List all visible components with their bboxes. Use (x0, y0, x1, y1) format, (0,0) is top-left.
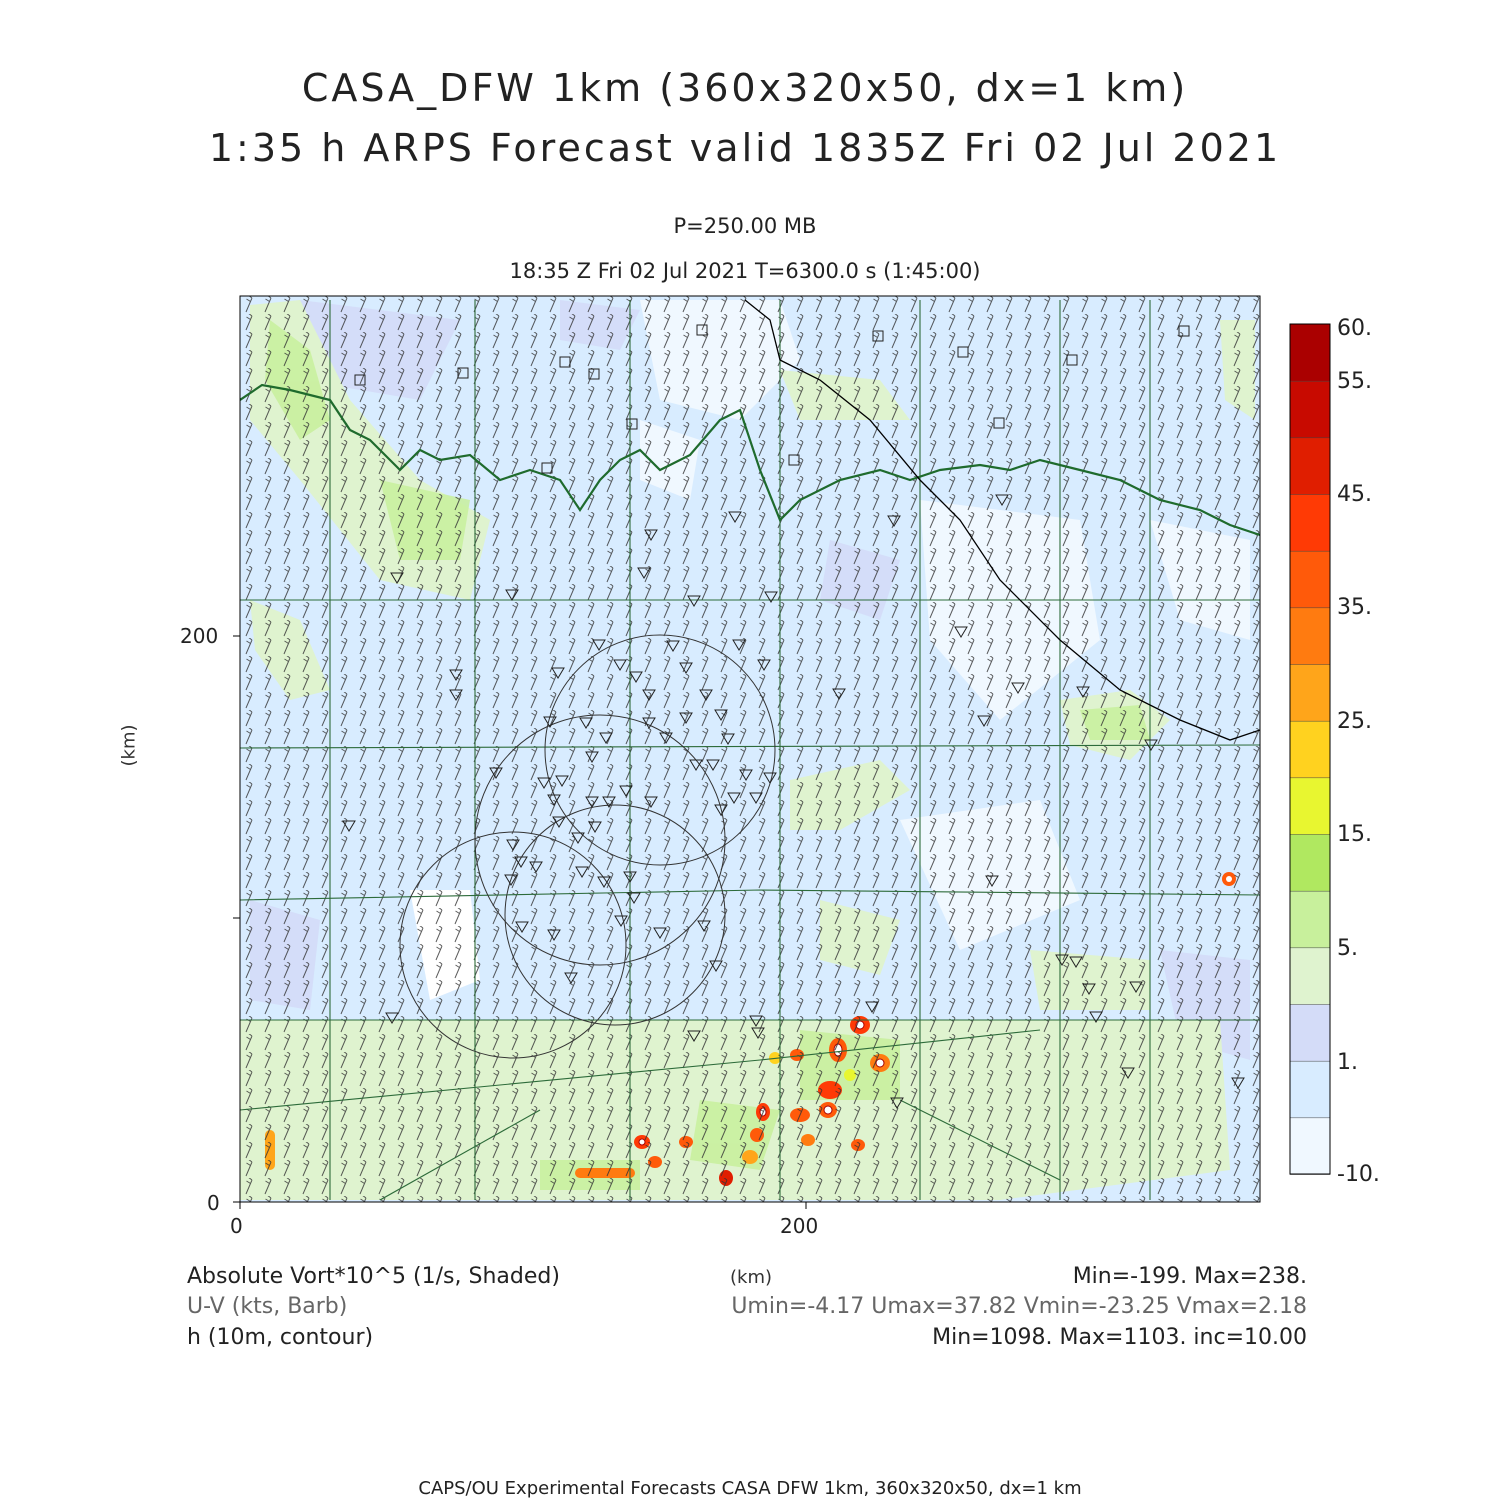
legend-field-height: h (10m, contour) (187, 1325, 374, 1350)
colorbar-swatch (1290, 721, 1330, 778)
colorbar-swatch (1290, 664, 1330, 721)
colorbar-swatch (1290, 777, 1330, 834)
colorbar-swatch (1290, 1061, 1330, 1118)
y-tick-label-0: 0 (207, 1191, 220, 1215)
legend-stats-height: Min=1098. Max=1103. inc=10.00 (932, 1325, 1307, 1350)
y-axis-label: (km) (118, 724, 140, 767)
x-tick-label-200: 200 (780, 1214, 819, 1238)
colorbar-swatch (1290, 494, 1330, 551)
colorbar-swatch (1290, 551, 1330, 608)
colorbar-swatch (1290, 324, 1330, 381)
x-axis-label: (km) (730, 1267, 773, 1288)
footer-credit: CAPS/OU Experimental Forecasts CASA DFW 1km, 360x320x50, dx=1 km (418, 1478, 1082, 1499)
vorticity-shading (240, 296, 1260, 1202)
colorbar-swatch (1290, 891, 1330, 948)
colorbar-label-5: 5. (1337, 936, 1358, 961)
colorbar-label-25: 25. (1337, 709, 1372, 734)
colorbar-swatch (1290, 834, 1330, 891)
colorbar-swatch (1290, 1117, 1330, 1174)
colorbar-label-35: 35. (1337, 595, 1372, 620)
legend-stats-vorticity: Min=-199. Max=238. (1072, 1264, 1307, 1289)
legend-field-wind: U-V (kts, Barb) (187, 1294, 348, 1319)
plot-title-line1: CASA_DFW 1km (360x320x50, dx=1 km) (301, 66, 1189, 110)
x-tick-label-0: 0 (230, 1214, 243, 1238)
valid-time-label: 18:35 Z Fri 02 Jul 2021 T=6300.0 s (1:45:00) (509, 259, 981, 283)
legend-field-vorticity: Absolute Vort*10^5 (1/s, Shaded) (187, 1264, 560, 1289)
colorbar-swatch (1290, 381, 1330, 438)
colorbar-label-1: 1. (1337, 1050, 1358, 1075)
colorbar-swatch (1290, 607, 1330, 664)
plot-title-line2: 1:35 h ARPS Forecast valid 1835Z Fri 02 Jul 2021 (208, 126, 1282, 170)
colorbar-swatch (1290, 1004, 1330, 1061)
colorbar-swatch (1290, 947, 1330, 1004)
colorbar-swatch (1290, 437, 1330, 494)
colorbar-label-15: 15. (1337, 822, 1372, 847)
colorbar (1290, 324, 1330, 1175)
colorbar-label-minus10: -10. (1337, 1162, 1380, 1187)
colorbar-label-60: 60. (1337, 316, 1372, 341)
pressure-level-label: P=250.00 MB (673, 214, 817, 238)
y-tick-label-200: 200 (180, 624, 219, 648)
colorbar-label-55: 55. (1337, 369, 1372, 394)
colorbar-label-45: 45. (1337, 482, 1372, 507)
legend-stats-wind: Umin=-4.17 Umax=37.82 Vmin=-23.25 Vmax=2.18 (731, 1294, 1307, 1319)
wind-barbs (240, 296, 1260, 1202)
